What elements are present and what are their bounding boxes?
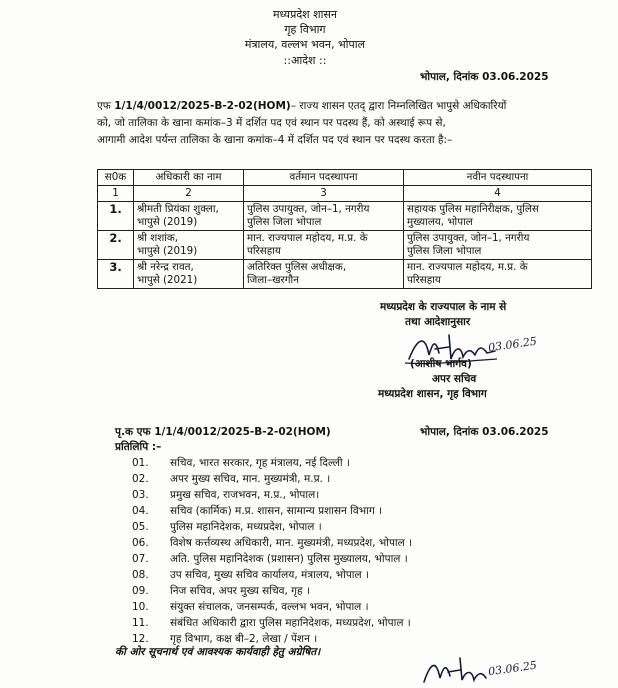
signature-date: 03.06.25 [487, 334, 538, 355]
row-current-posting [244, 202, 404, 231]
order-para-line3: आगामी आदेश पर्यन्त तालिका के खाना कमांक–4 में दर्शित पद एवं स्थान पर पदस्थ करता है:– [97, 134, 453, 146]
list-item-text: अति. पुलिस महानिदेशक (प्रशासन) पुलिस मुख्यालय, भोपाल । [170, 553, 408, 565]
list-item [132, 583, 412, 599]
list-item-text: उप सचिव, मुख्य सचिव कार्यालय, मंत्रालय, भोपाल । [170, 569, 369, 581]
table-row [98, 260, 592, 289]
list-item-number: 01. [132, 457, 149, 469]
list-item [132, 615, 412, 631]
authority-line1: मध्यप्रदेश के राज्यपाल के नाम से [380, 301, 507, 313]
new-posting-line: पुलिस उपायुक्त, जोन–1, नगरीय [407, 232, 530, 244]
list-item-text: अपर मुख्य सचिव, मान. मुख्यमंत्री, म.प्र. । [170, 473, 331, 485]
list-item-number: 04. [132, 505, 149, 517]
col-number: 3 [244, 186, 404, 202]
col-header-current: वर्तमान पदस्थापना [244, 170, 404, 186]
list-item-text: सचिव (कार्मिक) म.प्र. शासन, सामान्य प्रशासन विभाग । [170, 505, 383, 517]
list-item-number: 08. [132, 569, 149, 581]
new-posting-line: पुलिस जिला भोपाल [407, 245, 482, 257]
col-header-sno: स0क [98, 170, 134, 186]
order-file-number: 1/1/4/0012/2025-B-2-02(HOM) [114, 100, 291, 112]
current-posting-line: अतिरिक्त पुलिस अधीक्षक, [247, 261, 347, 273]
row-sno: 1. [98, 202, 134, 231]
current-posting-line: मान. राज्यपाल महोदय, म.प्र. के [247, 232, 368, 244]
endorsement-date: भोपाल, दिनांक 03.06.2025 [420, 426, 549, 438]
closing-line: की ओर सूचनार्थ एवं आवश्यक कार्यवाही हेतु अग्रेषित। [115, 646, 321, 658]
list-item [132, 503, 412, 519]
list-item-text: संबंधित अधिकारी द्वारा पुलिस महानिदेशक, मध्यप्रदेश, भोपाल । [170, 617, 411, 629]
col-number: 2 [134, 186, 244, 202]
table-row [98, 231, 592, 260]
posting-table [97, 169, 592, 289]
header-government: मध्यप्रदेश शासन [272, 8, 338, 21]
list-item-number: 10. [132, 601, 149, 613]
signature-date-2: 03.06.25 [487, 658, 538, 679]
signatory-department: मध्यप्रदेश शासन, गृह विभाग [378, 388, 487, 400]
list-item-number: 05. [132, 521, 149, 533]
list-item [132, 487, 412, 503]
list-item-text: निज सचिव, अपर मुख्य सचिव, गृह । [170, 585, 310, 597]
list-item-text: सचिव, भारत सरकार, गृह मंत्रालय, नई दिल्ली । [170, 457, 350, 469]
header-order-title: ::आदेश :: [283, 54, 327, 67]
row-officer-name [134, 202, 244, 231]
row-new-posting [404, 260, 592, 289]
list-item [132, 535, 412, 551]
col-number: 4 [404, 186, 592, 202]
current-posting-line: पुलिस उपायुक्त, जोन–1, नगरीय [247, 203, 370, 215]
list-item-number: 07. [132, 553, 149, 565]
list-item-number: 06. [132, 537, 149, 549]
officer-batch-line: भापुसे (2019) [137, 245, 198, 257]
row-officer-name [134, 231, 244, 260]
current-posting-line: परिसहाय [247, 245, 281, 257]
row-current-posting [244, 260, 404, 289]
list-item-text: संयुक्त संचालक, जनसम्पर्क, वल्लभ भवन, भोपाल । [170, 601, 369, 613]
col-number: 1 [98, 186, 134, 202]
row-new-posting [404, 231, 592, 260]
officer-batch-line: भापुसे (2019) [137, 216, 198, 228]
row-sno: 2. [98, 231, 134, 260]
list-item [132, 455, 412, 471]
current-posting-line: पुलिस जिला भोपाल [247, 216, 322, 228]
row-new-posting [404, 202, 592, 231]
list-item [132, 599, 412, 615]
list-item [132, 551, 412, 567]
list-item-number: 02. [132, 473, 149, 485]
list-item-text: विशेष कर्त्तव्यस्थ अधिकारी, मान. मुख्यमंत्री, मध्यप्रदेश, भोपाल । [170, 537, 413, 549]
new-posting-line: मान. राज्यपाल महोदय, म.प्र. के [407, 261, 528, 273]
order-prefix: एफ [97, 100, 111, 112]
copy-list [132, 455, 412, 647]
row-officer-name [134, 260, 244, 289]
signatory-designation: अपर सचिव [432, 373, 477, 385]
new-posting-line: मुख्यालय, भोपाल [407, 216, 473, 228]
order-line1-rest: – राज्य शासन एतद् द्वारा निम्नलिखित भापुसे अधिकारियों [290, 100, 507, 112]
copy-label: प्रतिलिपि :– [115, 441, 162, 453]
authority-line2: तथा आदेशानुसार [405, 316, 471, 328]
list-item-text: प्रमुख सचिव, राजभवन, म.प्र., भोपाल। [170, 489, 320, 501]
officer-name-line: श्री नरेन्द्र रावत, [137, 261, 194, 273]
col-header-name: अधिकारी का नाम [134, 170, 244, 186]
list-item-number: 11. [132, 617, 149, 629]
table-colnum-row [98, 186, 592, 202]
list-item [132, 567, 412, 583]
officer-name-line: श्री शशांक, [137, 232, 179, 244]
list-item-text: गृह विभाग, कक्ष बी–2, लेखा / पेंशन । [170, 633, 318, 645]
order-para-line2: को, जो तालिका के खाना कमांक–3 में दर्शित पद एवं स्थान पर पदस्थ हैं, को अस्थाई रूप से, [97, 117, 446, 129]
officer-name-line: श्रीमती प्रियंका शुक्ला, [137, 203, 219, 215]
new-posting-line: परिसहाय [407, 274, 441, 286]
col-header-new: नवीन पदस्थापना [404, 170, 592, 186]
new-posting-line: सहायक पुलिस महानिरीक्षक, पुलिस [407, 203, 539, 215]
list-item [132, 519, 412, 535]
list-item-number: 03. [132, 489, 149, 501]
row-sno: 3. [98, 260, 134, 289]
officer-batch-line: भापुसे (2021) [137, 274, 198, 286]
table-header-row [98, 170, 592, 186]
list-item-number: 09. [132, 585, 149, 597]
list-item-number: 12. [132, 633, 149, 645]
table-row [98, 202, 592, 231]
list-item-text: पुलिस महानिदेशक, मध्यप्रदेश, भोपाल । [170, 521, 322, 533]
header-department: गृह विभाग [284, 23, 326, 36]
current-posting-line: जिला–खरगौन [247, 274, 299, 286]
endorsement-file-number: पृ.क एफ 1/1/4/0012/2025-B-2-02(HOM) [115, 426, 331, 438]
header-address: मंत्रालय, वल्लभ भवन, भोपाल [244, 38, 366, 51]
order-date: भोपाल, दिनांक 03.06.2025 [420, 71, 549, 83]
signatory-name: (आशीष भार्गव) [410, 358, 472, 370]
list-item [132, 471, 412, 487]
row-current-posting [244, 231, 404, 260]
order-para-line1 [97, 99, 506, 113]
